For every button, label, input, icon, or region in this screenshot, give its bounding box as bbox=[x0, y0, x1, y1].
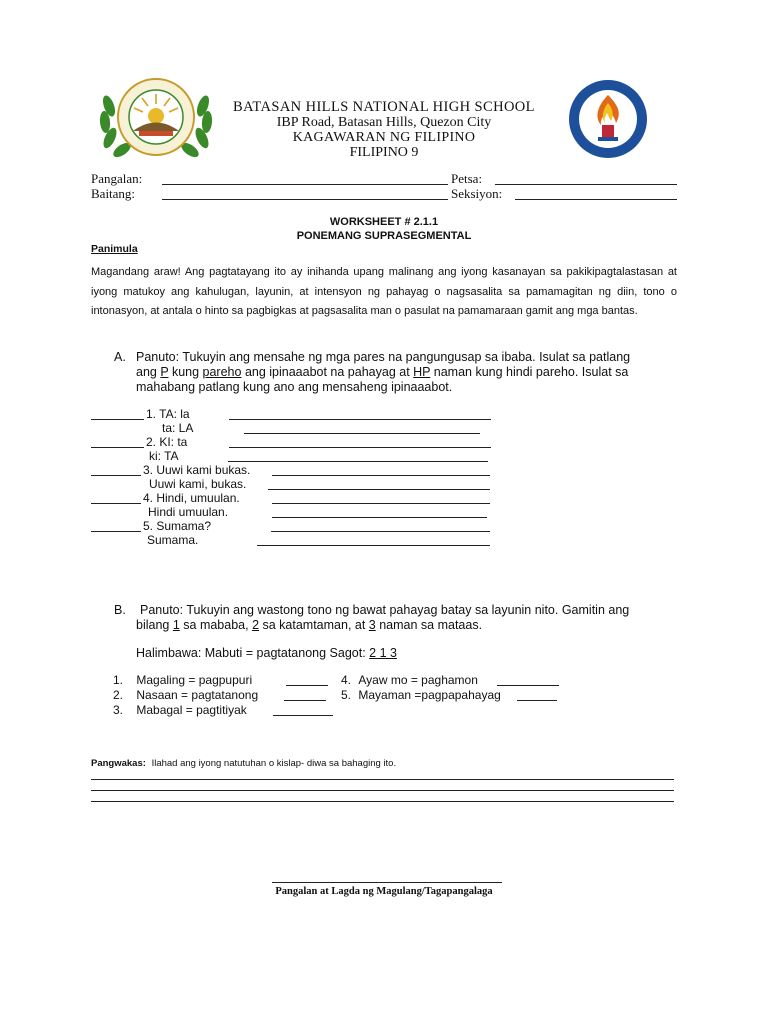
item-number: 4. bbox=[341, 673, 352, 687]
item-number: 2. bbox=[113, 688, 124, 702]
part-a-item: 4. Hindi, umuulan. bbox=[143, 491, 240, 505]
closing-line-1[interactable] bbox=[91, 779, 674, 780]
closing-line-3[interactable] bbox=[91, 801, 674, 802]
part-a-item: ki: TA bbox=[149, 449, 179, 463]
school-name: BATASAN HILLS NATIONAL HIGH SCHOOL bbox=[233, 99, 535, 115]
part-a-answer-blank[interactable] bbox=[91, 503, 141, 504]
signature-label: Pangalan at Lagda ng Magulang/Tagapangalaga bbox=[275, 886, 493, 897]
signature-line[interactable] bbox=[272, 882, 502, 883]
part-b-instructions bbox=[136, 603, 680, 633]
part-a-line1: Panuto: Tukuyin ang mensahe ng mga pares na pangungusap sa ibaba. Isulat sa patlang bbox=[136, 350, 631, 364]
part-a-text: ang bbox=[136, 365, 161, 379]
part-b-blank-4[interactable] bbox=[497, 685, 559, 686]
grade-blank[interactable] bbox=[162, 199, 448, 200]
part-a-text: kung bbox=[168, 365, 203, 379]
part-a-item: Uuwi kami, bukas. bbox=[149, 477, 247, 491]
part-b-text: sa katamtaman, at bbox=[259, 618, 369, 632]
department-name: KAGAWARAN NG FILIPINO bbox=[292, 130, 476, 145]
part-b-num: 3 bbox=[368, 618, 376, 632]
part-b-item-3 bbox=[113, 703, 247, 717]
part-a-item: 3. Uuwi kami bukas. bbox=[143, 463, 251, 477]
intro-heading: Panimula bbox=[91, 243, 138, 255]
item-text: Nasaan = pagtatanong bbox=[136, 688, 259, 702]
part-a-answer-blank[interactable] bbox=[91, 475, 141, 476]
part-a-line3: mahabang patlang kung ano ang mensaheng ipinaaabot. bbox=[136, 380, 453, 394]
part-a-answer-blank[interactable] bbox=[91, 447, 144, 448]
date-label: Petsa: bbox=[451, 171, 483, 186]
part-a-pareho: pareho bbox=[202, 365, 242, 379]
part-b-text: bilang bbox=[136, 618, 173, 632]
part-a-p: P bbox=[160, 365, 169, 379]
part-b-blank-5[interactable] bbox=[517, 700, 557, 701]
closing-prompt: Ilahad ang iyong natutuhan o kislap- diwa sa bahaging ito. bbox=[151, 758, 397, 769]
part-a-item: Sumama. bbox=[147, 533, 199, 547]
part-a-message-blank[interactable] bbox=[244, 433, 480, 434]
part-a-message-blank[interactable] bbox=[272, 517, 487, 518]
part-a-message-blank[interactable] bbox=[229, 419, 491, 420]
date-field bbox=[451, 171, 482, 187]
part-a-message-blank[interactable] bbox=[229, 447, 491, 448]
item-text: Mayaman =pagpapahayag bbox=[358, 688, 501, 702]
closing-label: Pangwakas: bbox=[91, 758, 146, 769]
part-a-message-blank[interactable] bbox=[272, 475, 490, 476]
date-blank[interactable] bbox=[495, 184, 677, 185]
part-b-blank-1[interactable] bbox=[286, 685, 328, 686]
department-logo bbox=[558, 79, 658, 159]
section-label: Seksiyon: bbox=[451, 186, 503, 201]
example-label: Halimbawa: Mabuti = pagtatanong Sagot: bbox=[136, 646, 370, 660]
part-a-message-blank[interactable] bbox=[272, 503, 490, 504]
item-text: Ayaw mo = paghamon bbox=[358, 673, 478, 687]
part-b-marker: B. bbox=[114, 603, 126, 617]
section-blank[interactable] bbox=[515, 199, 677, 200]
subject-name: FILIPINO 9 bbox=[349, 145, 419, 160]
school-header bbox=[214, 100, 554, 160]
part-a-item: ta: LA bbox=[162, 421, 194, 435]
part-a-line2 bbox=[136, 365, 676, 380]
item-text: Mabagal = pagtitiyak bbox=[136, 703, 247, 717]
part-b-blank-2[interactable] bbox=[284, 700, 326, 701]
closing-section bbox=[91, 758, 396, 769]
school-address: IBP Road, Batasan Hills, Quezon City bbox=[276, 115, 492, 130]
item-number: 5. bbox=[341, 688, 352, 702]
worksheet-subtitle: PONEMANG SUPRASEGMENTAL bbox=[296, 230, 472, 242]
grade-field bbox=[91, 186, 135, 202]
name-blank[interactable] bbox=[162, 184, 448, 185]
closing-line-2[interactable] bbox=[91, 790, 674, 791]
example-answer: 2 1 3 bbox=[369, 646, 397, 660]
item-number: 1. bbox=[113, 673, 124, 687]
part-b-blank-3[interactable] bbox=[273, 715, 333, 716]
worksheet-title: WORKSHEET # 2.1.1 bbox=[329, 216, 439, 228]
part-a-answer-blank[interactable] bbox=[91, 419, 144, 420]
school-seal-logo bbox=[97, 76, 215, 158]
part-a-marker: A. bbox=[114, 350, 126, 364]
part-a-message-blank[interactable] bbox=[257, 545, 490, 546]
name-label: Pangalan: bbox=[91, 171, 143, 186]
part-b-line2 bbox=[136, 618, 680, 633]
part-a-item: Hindi umuulan. bbox=[148, 505, 229, 519]
item-text: Magaling = pagpupuri bbox=[136, 673, 253, 687]
part-b-text: sa mababa, bbox=[179, 618, 253, 632]
part-a-message-blank[interactable] bbox=[268, 489, 490, 490]
item-number: 3. bbox=[113, 703, 124, 717]
part-a-instructions bbox=[136, 350, 676, 395]
section-field bbox=[451, 186, 502, 202]
part-a-text: ang ipinaaabot na pahayag at bbox=[241, 365, 414, 379]
part-b-example bbox=[136, 646, 397, 661]
part-a-item: 5. Sumama? bbox=[143, 519, 212, 533]
part-b-line1: Panuto: Tukuyin ang wastong tono ng bawat pahayag batay sa layunin nito. Gamitin ang bbox=[140, 603, 630, 617]
part-a-text: naman kung hindi pareho. Isulat sa bbox=[430, 365, 629, 379]
part-b-item-1 bbox=[113, 673, 252, 687]
part-b-text: naman sa mataas. bbox=[375, 618, 483, 632]
part-b-num: 2 bbox=[252, 618, 260, 632]
part-b-item-5 bbox=[341, 688, 501, 702]
part-b-item-2 bbox=[113, 688, 258, 702]
part-b-num: 1 bbox=[172, 618, 180, 632]
part-a-item: 1. TA: la bbox=[146, 407, 190, 421]
name-field bbox=[91, 171, 142, 187]
intro-paragraph: Magandang araw! Ang pagtatayang ito ay inihanda upang malinang ang iyong kasanayan sa pakikipagtalastasan at iyong matukoy ang kahulugan, layunin, at intensyon ng pahayag o nagsasalita sa pamamagitan ng diin, tono o intonasyon, at antala o hinto sa pagbigkas at pagsasalita man o pasulat na pamamaraan gamit ang mga bantas. bbox=[91, 266, 677, 317]
part-b-item-4 bbox=[341, 673, 478, 687]
part-a-answer-blank[interactable] bbox=[91, 531, 141, 532]
grade-label: Baitang: bbox=[91, 186, 136, 201]
part-a-item: 2. KI: ta bbox=[146, 435, 188, 449]
part-a-hp: HP bbox=[413, 365, 431, 379]
part-a-message-blank[interactable] bbox=[228, 461, 488, 462]
part-a-message-blank[interactable] bbox=[271, 531, 490, 532]
